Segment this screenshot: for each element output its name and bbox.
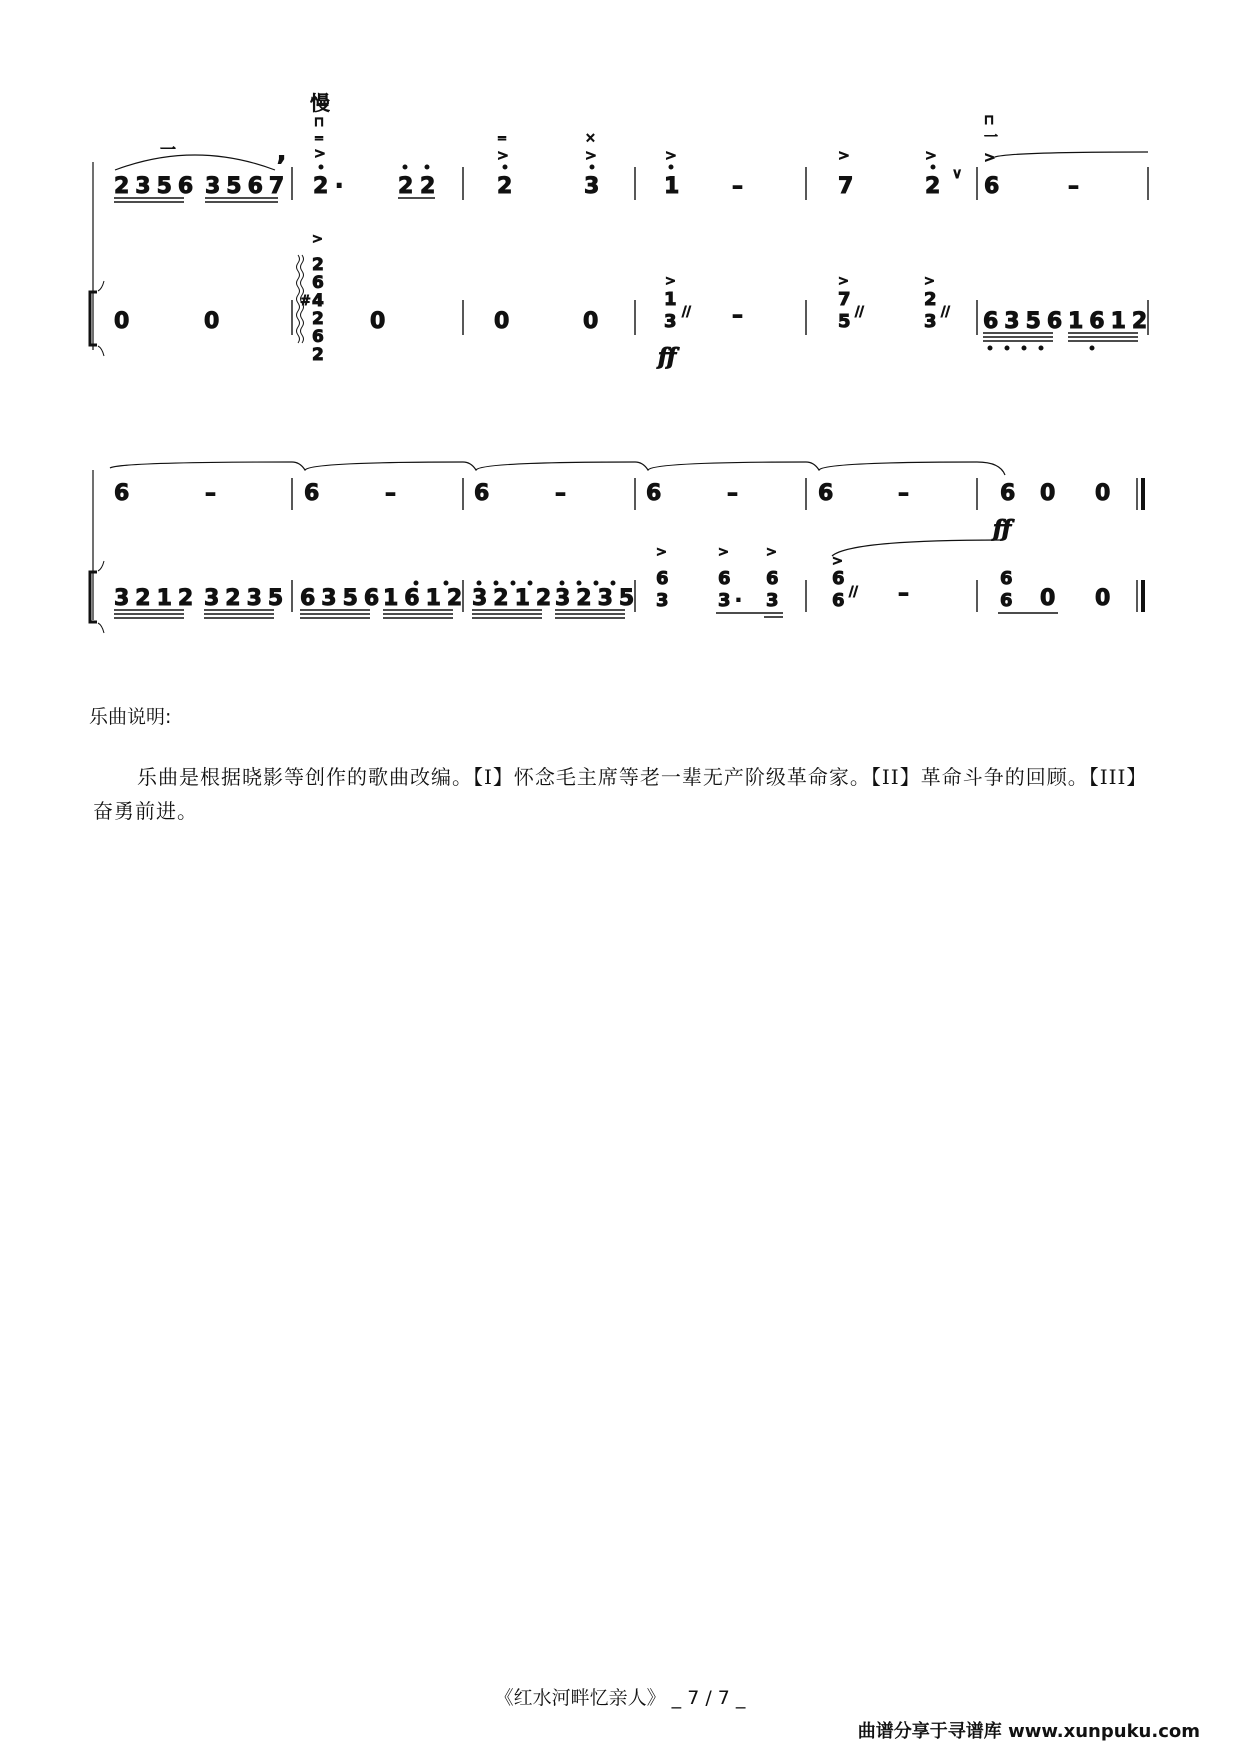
rest: 0	[204, 309, 220, 334]
rest: 0	[114, 309, 130, 334]
svg-text:>: >	[838, 148, 850, 164]
chord-note: 7	[838, 289, 851, 310]
svg-text:>: >	[585, 148, 597, 164]
chord-note: 4	[312, 291, 324, 311]
rest: 0	[370, 309, 386, 334]
svg-text:⊓: ⊓	[984, 113, 995, 128]
svg-text:=: =	[314, 131, 325, 145]
note-group: 3235	[204, 586, 290, 611]
svg-text:>: >	[656, 545, 667, 560]
note: 2	[420, 174, 436, 199]
chord-note: 6	[832, 568, 845, 589]
chord-note: 5	[838, 311, 851, 332]
chord-note: 2	[312, 345, 324, 365]
system-1-lower	[114, 232, 1153, 370]
system-1	[90, 91, 1153, 370]
chord-note: 6	[312, 273, 324, 293]
dash: –	[205, 481, 216, 506]
dash: –	[555, 481, 566, 506]
chord-note: 3	[924, 311, 937, 332]
dynamic-marking: ff	[993, 516, 1012, 542]
note: 2	[313, 174, 329, 199]
svg-text:一: 一	[160, 140, 177, 159]
svg-text:>: >	[718, 545, 729, 560]
note: 7	[838, 174, 854, 199]
dash: –	[898, 581, 909, 606]
site-credit: 曲谱分享于寻谱库 www.xunpuku.com	[857, 1721, 1200, 1742]
chord-note: 6	[656, 568, 669, 589]
note: 2	[925, 174, 941, 199]
note-group: 2356	[114, 174, 200, 199]
svg-text:∨: ∨	[952, 166, 963, 182]
note-group: 3212	[472, 586, 558, 611]
note-group: 3212	[114, 586, 200, 611]
system-2-upper	[114, 481, 1110, 542]
note-group: 6356	[300, 586, 386, 611]
note: 2	[398, 174, 414, 199]
note-group: 1612	[1068, 309, 1154, 334]
note: 1	[664, 174, 680, 199]
svg-text:>: >	[832, 554, 843, 569]
note: 2	[497, 174, 513, 199]
chord-note: 2	[312, 309, 324, 329]
svg-text:>: >	[984, 150, 996, 166]
chord-note: 3	[718, 590, 731, 611]
svg-text:>: >	[924, 274, 935, 289]
svg-text:>: >	[665, 274, 676, 289]
tempo-mark: 慢	[310, 91, 330, 115]
svg-text:一: 一	[984, 130, 998, 146]
rest: 0	[1095, 481, 1111, 506]
note-group: 1612	[383, 586, 469, 611]
chord-note: 6	[718, 568, 731, 589]
page-footer-title: 《红水河畔忆亲人》 _ 7 / 7 _	[494, 1687, 746, 1709]
svg-text:>: >	[497, 148, 509, 164]
chord-note: 6	[766, 568, 779, 589]
svg-text:>: >	[766, 545, 777, 560]
chord-note: 1	[664, 289, 677, 310]
chord-note: 2	[924, 289, 937, 310]
system-1-upper	[114, 113, 1148, 202]
jianpu-score	[0, 0, 1240, 680]
chord-note: 6	[1000, 568, 1013, 589]
svg-text:>: >	[312, 232, 323, 247]
note: 6	[114, 481, 130, 506]
note: 6	[984, 174, 1000, 199]
dash: –	[1068, 174, 1079, 199]
rest: 0	[583, 309, 599, 334]
dash: –	[898, 481, 909, 506]
note-group: 3567	[205, 174, 291, 199]
notes-heading: 乐曲说明:	[89, 706, 172, 728]
svg-text:,: ,	[277, 138, 287, 166]
chord-note: 3	[766, 590, 779, 611]
notes-body: 乐曲是根据晓影等创作的歌曲改编。【I】怀念毛主席等老一辈无产阶级革命家。【II】革命斗争的回顾。【III】奋勇前进。	[93, 765, 1148, 823]
note-group: 3235	[555, 586, 641, 611]
svg-text:>: >	[314, 146, 326, 162]
chord-note: 6	[832, 590, 845, 611]
dynamic-marking: ff	[658, 344, 677, 370]
note: 6	[1000, 481, 1016, 506]
note-group: 6356	[983, 309, 1069, 334]
svg-text:#: #	[300, 294, 311, 309]
chord-note: 3	[664, 311, 677, 332]
chord-note: 6	[1000, 590, 1013, 611]
svg-text:>: >	[665, 148, 677, 164]
rest: 0	[1040, 481, 1056, 506]
chord-note: 6	[312, 327, 324, 347]
note: 6	[304, 481, 320, 506]
svg-text://: //	[855, 305, 864, 320]
dash: –	[385, 481, 396, 506]
rest: 0	[494, 309, 510, 334]
system-2-lower	[114, 540, 1110, 618]
rest: 0	[1040, 586, 1056, 611]
svg-text:·: ·	[735, 590, 742, 611]
note: 6	[474, 481, 490, 506]
chord-note: 3	[656, 590, 669, 611]
note: 3	[584, 174, 600, 199]
rest: 0	[1095, 586, 1111, 611]
note: 6	[646, 481, 662, 506]
dash: –	[732, 303, 743, 328]
svg-text:>: >	[838, 274, 849, 289]
svg-text:⊓: ⊓	[314, 115, 325, 130]
svg-text://: //	[682, 305, 691, 320]
svg-text:>: >	[925, 148, 937, 164]
svg-text:×: ×	[585, 131, 596, 146]
svg-text://: //	[941, 305, 950, 320]
svg-text://: //	[849, 585, 858, 600]
note: 6	[818, 481, 834, 506]
dot: ·	[335, 174, 344, 199]
chord-note: 2	[312, 255, 324, 275]
system-2	[90, 462, 1143, 633]
dash: –	[727, 481, 738, 506]
svg-text:=: =	[497, 131, 508, 145]
dash: –	[732, 174, 743, 199]
